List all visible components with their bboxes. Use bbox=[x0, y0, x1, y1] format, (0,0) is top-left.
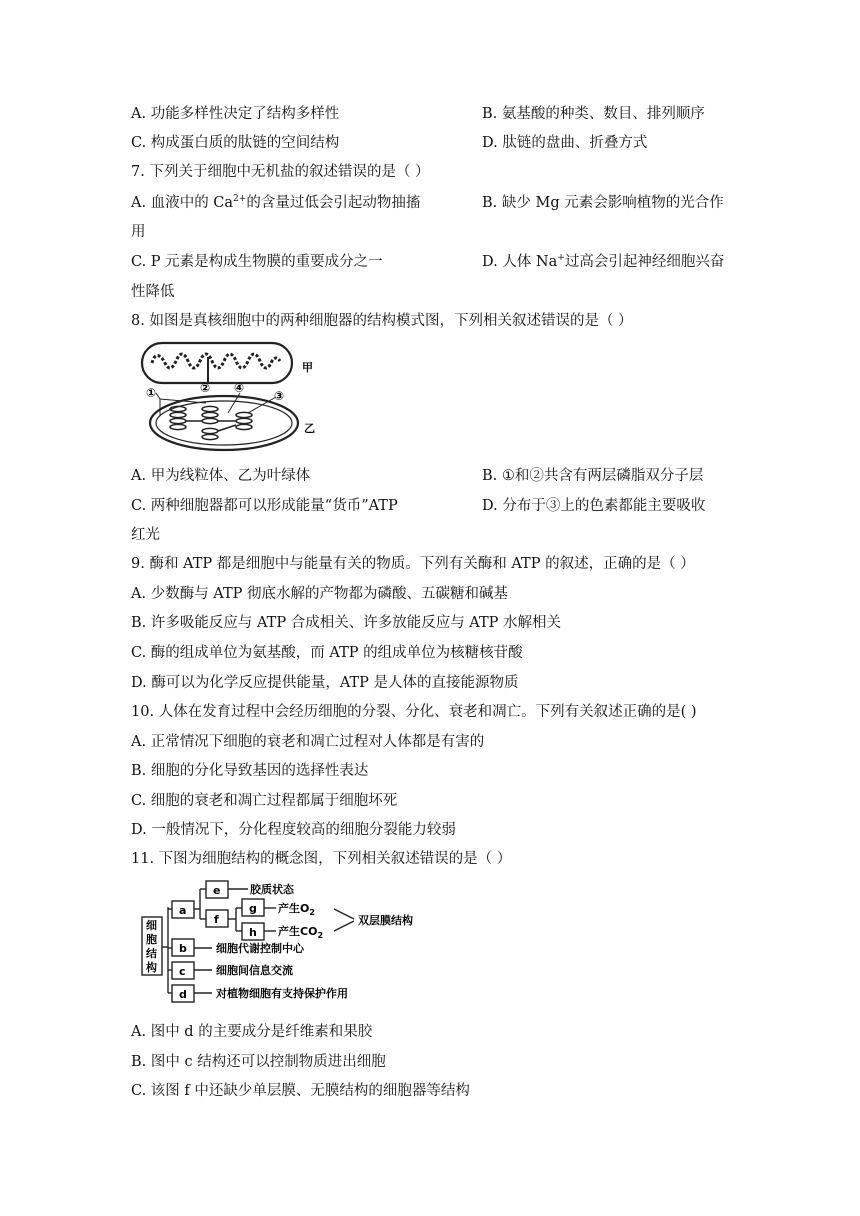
marker-4: ④ bbox=[234, 381, 245, 395]
q10-option-b: B. 细胞的分化导致基因的选择性表达 bbox=[131, 763, 369, 779]
q10-option-a: A. 正常情况下细胞的衰老和凋亡过程对人体都是有害的 bbox=[131, 734, 485, 750]
q8-option-d: D. 分布于③上的色素都能主要吸收 bbox=[482, 498, 706, 514]
q9-stem: 9. 酶和 ATP 都是细胞中与能量有关的物质。下列有关酶和 ATP 的叙述，正确的是（ ） bbox=[131, 556, 695, 572]
q9-option-d: D. 酶可以为化学反应提供能量，ATP 是人体的直接能源物质 bbox=[131, 675, 519, 691]
q7-option-c: C. P 元素是构成生物膜的重要成分之一 bbox=[131, 254, 383, 270]
q8-stem: 8. 如图是真核细胞中的两种细胞器的结构模式图，下列相关叙述错误的是（ ） bbox=[131, 313, 633, 329]
q10-option-c: C. 细胞的衰老和凋亡过程都属于细胞坏死 bbox=[131, 793, 398, 809]
organelle-figure bbox=[136, 337, 326, 457]
q7-option-d: D. 人体 Na+过高会引起神经细胞兴奋 bbox=[482, 253, 725, 270]
root-char-1: 细 bbox=[146, 919, 157, 932]
q6-option-c: C. 构成蛋白质的肽链的空间结构 bbox=[131, 135, 340, 151]
label-h: h bbox=[249, 926, 257, 939]
q9-option-b: B. 许多吸能反应与 ATP 合成相关、许多放能反应与 ATP 水解相关 bbox=[131, 615, 562, 631]
q9-option-a: A. 少数酶与 ATP 彻底水解的产物都为磷酸、五碳糖和碱基 bbox=[131, 586, 509, 602]
q10-option-d: D. 一般情况下，分化程度较高的细胞分裂能力较弱 bbox=[131, 822, 456, 838]
q7-stem: 7. 下列关于细胞中无机盐的叙述错误的是（ ） bbox=[131, 164, 430, 180]
label-g: g bbox=[249, 902, 257, 915]
label-jia: 甲 bbox=[302, 361, 313, 374]
marker-2: ② bbox=[200, 381, 211, 395]
cell-structure-concept-map bbox=[138, 877, 438, 1005]
q8-option-d-continued: 红光 bbox=[131, 527, 160, 543]
q8-option-c: C. 两种细胞器都可以形成能量“货币”ATP bbox=[131, 498, 398, 514]
desc-b: 细胞代谢控制中心 bbox=[216, 942, 304, 955]
root-char-4: 构 bbox=[146, 961, 157, 974]
marker-3: ③ bbox=[274, 389, 285, 403]
q11-stem: 11. 下图为细胞结构的概念图，下列相关叙述错误的是（ ） bbox=[131, 851, 512, 867]
q6-option-a: A. 功能多样性决定了结构多样性 bbox=[131, 106, 340, 122]
mitochondrion-cristae bbox=[152, 354, 280, 368]
q8-option-a: A. 甲为线粒体、乙为叶绿体 bbox=[131, 468, 311, 484]
label-e: e bbox=[213, 884, 221, 897]
grana bbox=[170, 406, 252, 439]
q6-option-d: D. 肽链的盘曲、折叠方式 bbox=[482, 135, 648, 151]
root-char-3: 结 bbox=[146, 947, 157, 960]
q11-option-a: A. 图中 d 的主要成分是纤维素和果胶 bbox=[131, 1024, 373, 1040]
q10-stem: 10. 人体在发育过程中会经历细胞的分裂、分化、衰老和凋亡。下列有关叙述正确的是( ) bbox=[131, 704, 697, 720]
q11-option-b: B. 图中 c 结构还可以控制物质进出细胞 bbox=[131, 1054, 386, 1070]
q7-option-a: A. 血液中的 $Ca^{2+}$的含量过低会引起动物抽搐 bbox=[131, 194, 421, 211]
label-c: c bbox=[179, 965, 186, 978]
label-d: d bbox=[179, 988, 187, 1001]
desc-e: 胶质状态 bbox=[250, 883, 294, 896]
q7-option-b-continued: 用 bbox=[131, 224, 146, 240]
root-char-2: 胞 bbox=[146, 933, 157, 946]
label-f: f bbox=[214, 913, 219, 926]
label-b: b bbox=[179, 942, 187, 955]
desc-double-membrane: 双层膜结构 bbox=[358, 914, 413, 927]
desc-d: 对植物细胞有支持保护作用 bbox=[216, 987, 348, 1000]
label-a: a bbox=[179, 904, 187, 917]
q7-option-d-continued: 性降低 bbox=[131, 284, 175, 300]
desc-g: 产生$O_2$ bbox=[278, 902, 315, 917]
q9-option-c: C. 酶的组成单位为氨基酸，而 ATP 的组成单位为核糖核苷酸 bbox=[131, 645, 523, 661]
desc-c: 细胞间信息交流 bbox=[216, 964, 293, 977]
marker-1: ① bbox=[146, 386, 157, 400]
q7-option-b: B. 缺少 Mg 元素会影响植物的光合作 bbox=[482, 195, 724, 211]
q6-option-b: B. 氨基酸的种类、数目、排列顺序 bbox=[482, 106, 705, 122]
q11-option-c: C. 该图 f 中还缺少单层膜、无膜结构的细胞器等结构 bbox=[131, 1083, 470, 1099]
q8-option-b: B. ①和②共含有两层磷脂双分子层 bbox=[482, 468, 704, 484]
label-yi: 乙 bbox=[304, 422, 315, 435]
desc-h: 产生$CO_2$ bbox=[278, 925, 324, 940]
